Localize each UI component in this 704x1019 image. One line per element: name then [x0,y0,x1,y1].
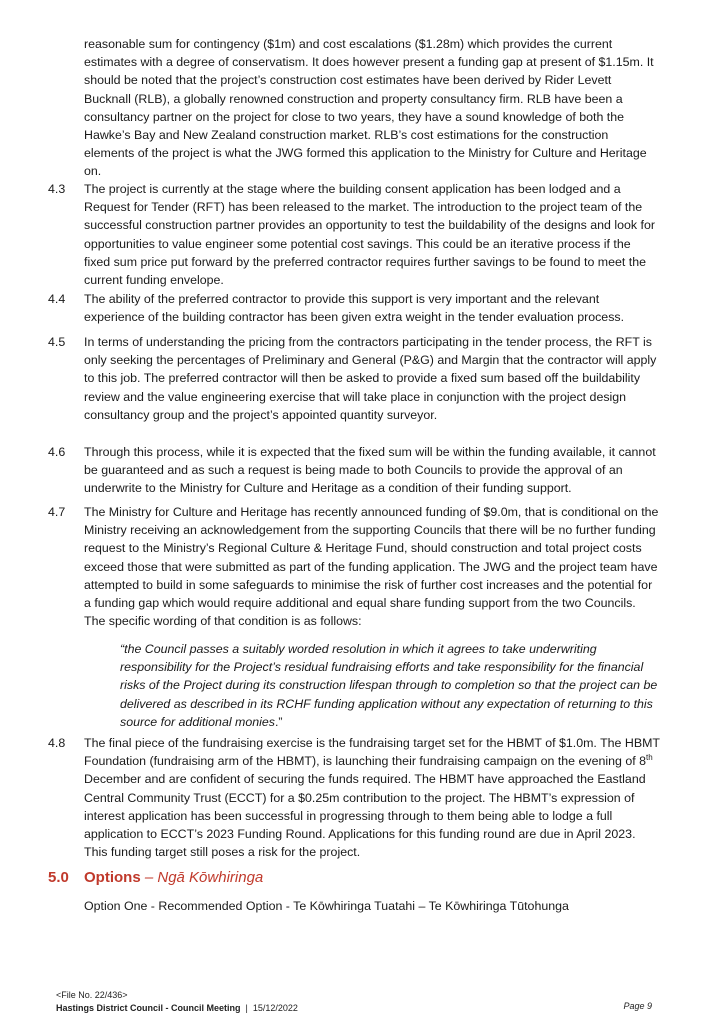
section-number: 5.0 [48,869,69,886]
section-subtitle: Ngā Kōwhiringa [157,869,264,886]
footer-council: Hastings District Council - Council Meeting [56,1003,241,1013]
paragraph-text: The project is currently at the stage where the building consent application has been lodged and a Request for Tender (RFT) has been released to the market. The introduction to the project team of the successful construction partner provides an opportunity to test the buildability of the designs and look for opportunities to value engineer some potential cost savings. This could be an iterative process if the fixed sum price put forward by the preferred contractor requires further savings to be found to meet the current funding envelope. [84,182,655,288]
paragraph-text: The Ministry for Culture and Heritage has recently announced funding of $9.0m, that is conditional on the Ministry receiving an acknowledgement from the supporting Councils that there will be no further funding request to the Ministry’s Regional Culture & Heritage Fund, should construction and total project costs exceed those that were submitted as part of the funding application. The JWG and the project team have attempted to build in some safeguards to minimise the risk of further cost increases and the potential for a funding gap which would require additional and equal share funding support from the two Councils. The specific wording of that condition is as follows: [84,505,659,629]
footer-file-number: <File No. 22/436> [56,990,128,1000]
paragraph-number: 4.7 [48,505,66,519]
paragraph-text [84,734,660,861]
quote-block [120,640,660,731]
section-title: Options [84,869,141,886]
section-dash: – [140,869,158,886]
section-title-group [84,869,263,886]
paragraph-text: In terms of understanding the pricing from the contractors participating in the tender process, the RFT is only seeking the percentages of Preliminary and General (P&G) and Margin that the contractor will apply to this job. The preferred contractor will then be asked to provide a fixed sum based off the buildability review and the value engineering exercise that will take place in conjunction with the project design consultancy group and the project’s appointed quantity surveyor. [84,335,657,422]
paragraph-text: Through this process, while it is expected that the fixed sum will be within the funding available, it cannot be guaranteed and as such a request is being made to both Councils to provide the approval of an underwrite to the Ministry for Culture and Heritage as a condition of their funding support. [84,445,656,496]
paragraph-number: 4.4 [48,292,66,306]
text-before-superscript: The final piece of the fundraising exercise is the fundraising target set for the HBMT of $1.0m. The HBMT Foundation (fundraising arm of the HBMT), is launching their fundraising campaign on the evening of 8 [84,736,660,769]
quote-open-mark: “ [120,642,125,656]
quote-close-mark: .” [274,714,283,729]
footer-meeting-line [56,1002,298,1014]
paragraph-number: 4.5 [48,335,66,349]
footer-separator: | [245,1003,248,1013]
footer-date: 15/12/2022 [252,1003,298,1013]
quote-text: the Council passes a suitably worded resolution in which it agrees to take underwriting responsibility for the Project’s residual fundraising efforts and take responsibility for the financial risks of the Project during its construction lifespan through to completion so that the project can be delivered as described in its RCHF funding application without any expectation of returning to this source for additional monies [120,642,658,729]
paragraph-text: The ability of the preferred contractor to provide this support is very important and the relevant experience of the building contractor has been given extra weight in the tender evaluation process. [84,292,625,325]
option-line: Option One - Recommended Option - Te Kōwhiringa Tuatahi – Te Kōwhiringa Tūtohunga [84,899,569,913]
footer-page-number: Page 9 [623,1001,652,1011]
paragraph-number: 4.3 [48,182,66,196]
paragraph-number: 4.6 [48,445,66,459]
intro-paragraph: reasonable sum for contingency ($1m) and cost escalations ($1.28m) which provides the current estimates with a degree of conservatism. It does however present a funding gap at present of $1.15m. It should be noted that the project’s construction cost estimates have been derived by Rider Levett Bucknall (RLB), a globally renowned construction and property consultancy firm. RLB have been a consultancy partner on the project for close to two years, they have a sound knowledge of both the Hawke’s Bay and New Zealand construction market. RLB’s cost estimations for the construction elements of the project is what the JWG formed this application to the Ministry for Culture and Heritage on. [84,37,654,179]
text-after-superscript: December and are confident of securing the funds required. The HBMT have approached the Eastland Central Community Trust (ECCT) for a $0.25m contribution to the project. The HBMT’s expression of interest application has been successful in progressing through to them being able to lodge a full application to ECCT’s 2023 Funding Round. Applications for this funding round are due in April 2023. This funding target still poses a risk for the project. [84,772,646,860]
paragraph-number: 4.8 [48,736,66,750]
superscript: th [646,753,653,763]
